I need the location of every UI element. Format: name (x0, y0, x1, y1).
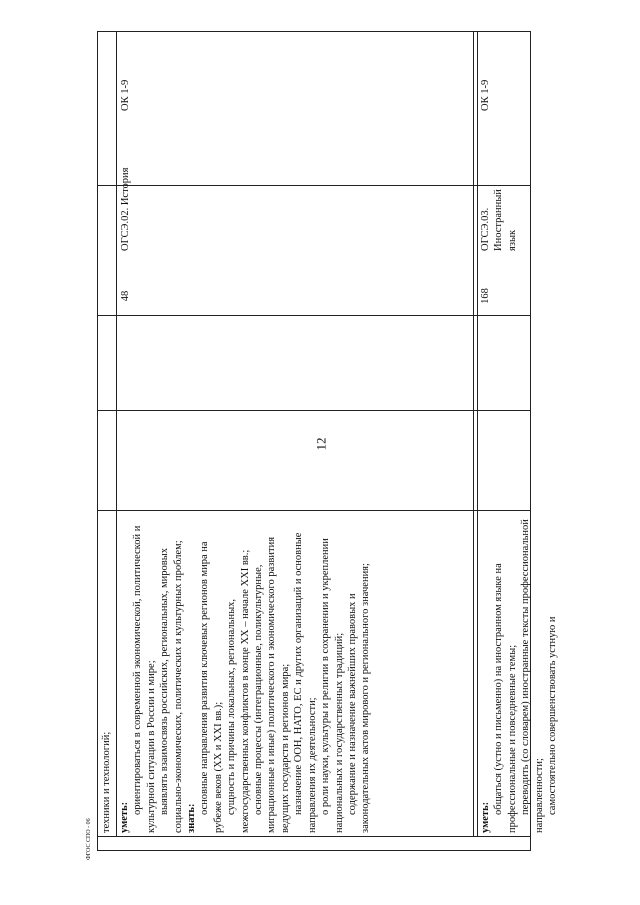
list-item: сущность и причины локальных, региональных, межгосударственных конфликтов в конце XX – начале XXI вв.; (226, 549, 251, 833)
row-line (116, 31, 117, 837)
list-item: назначение ООН, НАТО, ЕС и других организаций и основные направления их деятельности; (293, 532, 318, 833)
footer-label: ФГОС СПО - 06 (86, 818, 92, 860)
list-item: основные направления развития ключевых регионов мира на рубеже веков (XX и XXI вв.); (199, 541, 224, 833)
history-competencies: ОК 1-9 (120, 79, 131, 111)
page-number: 12 (313, 437, 329, 451)
column-line (97, 185, 531, 186)
row-line (473, 31, 474, 837)
list-item: общаться (устно и письменно) на иностранном языке на профессиональные и повседневные темы; (493, 563, 518, 833)
language-competencies: ОК 1-9 (480, 79, 491, 111)
list-item: основные процессы (интеграционные, поликультурные, миграционные и иные) политического и экономического развития ведущих государств и регионов мира; (253, 536, 291, 833)
history-competences (118, 515, 373, 833)
list-item: выявлять взаимосвязь российских, региональных, мировых социально-экономических, политических и культурных проблем; (159, 540, 184, 833)
column-line (97, 410, 531, 411)
language-competences (479, 515, 559, 833)
history-discipline: ОГСЭ.02. История (120, 167, 131, 251)
row-line (477, 31, 478, 837)
language-discipline-name: Иностранный язык (493, 189, 518, 251)
list-item: ориентироваться в современной экономической, политической и культурной ситуации в России и мире; (132, 525, 157, 833)
list-item: переводить (со словарем) иностранные тексты профессиональной направленности; (520, 519, 545, 833)
column-line (97, 510, 531, 511)
language-hours: 168 (480, 288, 491, 304)
history-hours: 48 (120, 290, 131, 302)
znat-label: знать: (186, 803, 198, 833)
list-item: о роли науки, культуры и религии в сохранении и укреплении национальных и государственных традиций; (320, 538, 345, 833)
list-item: содержание и назначение важнейших правовых и законодательных актов мирового и регионального значения; (346, 563, 372, 833)
language-discipline-code: ОГСЭ.03. (480, 207, 491, 251)
language-discipline (479, 187, 519, 251)
umet-label: уметь: (119, 801, 130, 833)
row-top-text: техники и технологий; (101, 731, 112, 833)
column-line (97, 836, 531, 837)
curriculum-table (97, 31, 559, 851)
column-line (97, 315, 531, 316)
list-item: самостоятельно совершенствовать устную и (547, 616, 559, 815)
umet-label: уметь: (480, 801, 491, 833)
